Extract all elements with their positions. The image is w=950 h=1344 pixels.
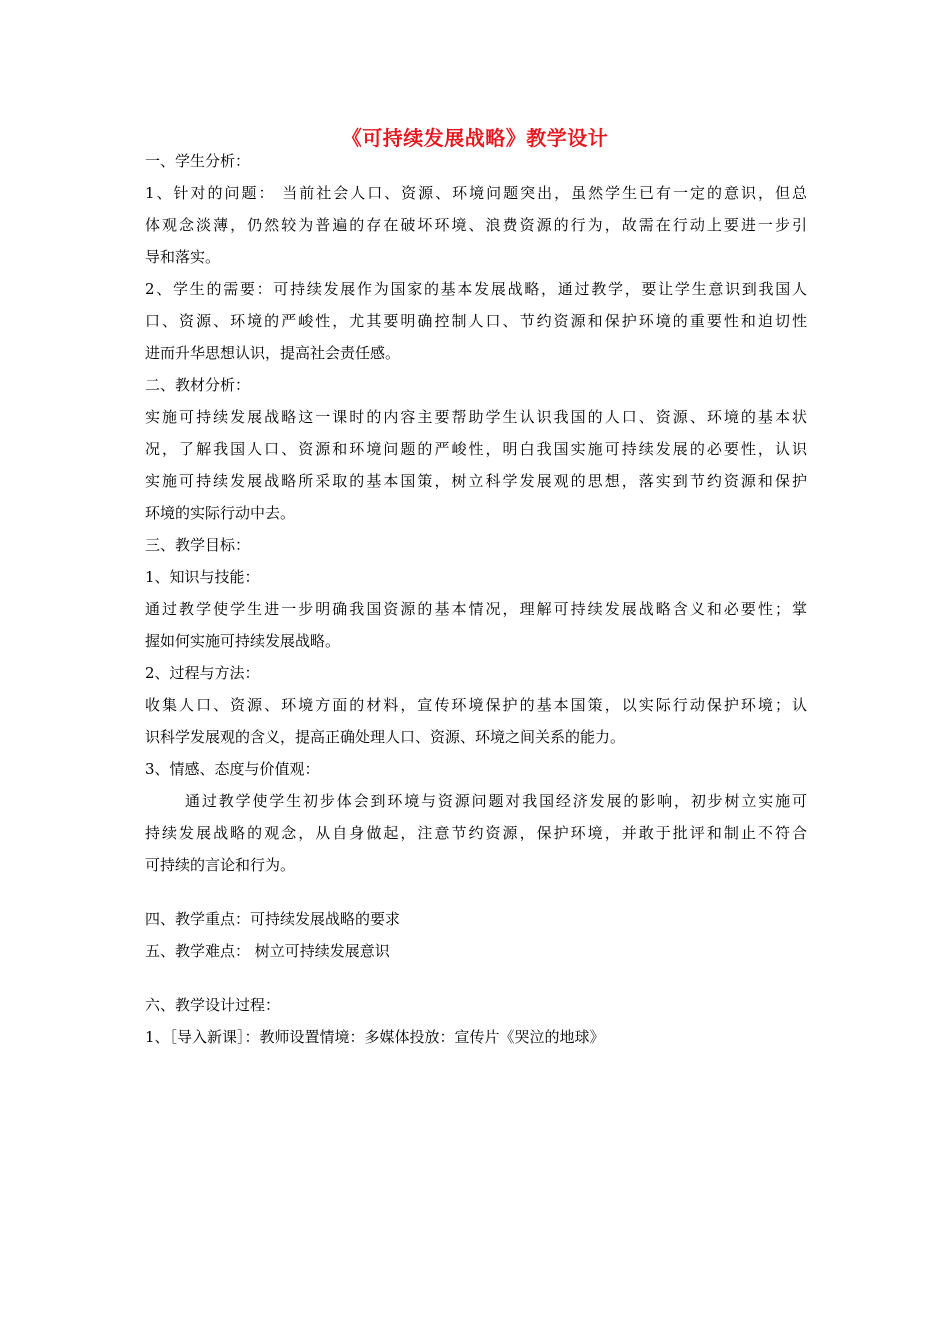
section-heading-difficult-points: 五、教学难点： 树立可持续发展意识 xyxy=(145,942,390,960)
document-body xyxy=(145,148,807,1051)
paragraph-line: 可持续的言论和行为。 xyxy=(145,856,296,874)
paragraph-line: 况，了解我国人口、资源和环境问题的严峻性，明白我国实施可持续发展的必要性，认识 xyxy=(145,440,807,458)
paragraph-line: 进而升华思想认识，提高社会责任感。 xyxy=(145,344,401,362)
paragraph-line: 导和落实。 xyxy=(145,248,221,266)
paragraph-line: 1、［导入新课］：教师设置情境：多媒体投放：宣传片《哭泣的地球》 xyxy=(145,1028,605,1046)
section-heading-textbook-analysis: 二、教材分析： xyxy=(145,376,251,394)
paragraph-line: 通过教学使学生初步体会到环境与资源问题对我国经济发展的影响，初步树立实施可 xyxy=(185,792,807,810)
paragraph-line: 口、资源、环境的严峻性，尤其要明确控制人口、节约资源和保护环境的重要性和迫切性 xyxy=(145,312,807,330)
paragraph-line: 实施可持续发展战略所采取的基本国策，树立科学发展观的思想，落实到节约资源和保护 xyxy=(145,472,807,490)
subheading-knowledge-skills: 1、知识与技能： xyxy=(145,568,260,586)
section-heading-student-analysis: 一、学生分析： xyxy=(145,152,251,170)
paragraph-line: 识科学发展观的含义，提高正确处理人口、资源、环境之间关系的能力。 xyxy=(145,728,626,746)
paragraph-line: 1、针对的问题： 当前社会人口、资源、环境问题突出，虽然学生已有一定的意识，但总 xyxy=(145,184,807,202)
paragraph-line: 体观念淡薄，仍然较为普遍的存在破坏环境、浪费资源的行为，故需在行动上要进一步引 xyxy=(145,216,807,234)
section-heading-key-points: 四、教学重点：可持续发展战略的要求 xyxy=(145,910,401,928)
subheading-emotion-values: 3、情感、态度与价值观： xyxy=(145,760,320,778)
paragraph-line: 2、学生的需要：可持续发展作为国家的基本发展战略，通过教学，要让学生意识到我国人 xyxy=(145,280,807,298)
section-heading-design-process: 六、教学设计过程： xyxy=(145,996,281,1014)
section-heading-teaching-goals: 三、教学目标： xyxy=(145,536,251,554)
paragraph-line: 收集人口、资源、环境方面的材料，宣传环境保护的基本国策，以实际行动保护环境；认 xyxy=(145,696,807,714)
paragraph-line: 通过教学使学生进一步明确我国资源的基本情况，理解可持续发展战略含义和必要性；掌 xyxy=(145,600,807,618)
subheading-process-methods: 2、过程与方法： xyxy=(145,664,260,682)
document-title: 《可持续发展战略》教学设计 xyxy=(341,126,609,150)
paragraph-line: 环境的实际行动中去。 xyxy=(145,504,296,522)
paragraph-line: 持续发展战略的观念，从自身做起，注意节约资源，保护环境，并敢于批评和制止不符合 xyxy=(145,824,807,842)
paragraph-line: 实施可持续发展战略这一课时的内容主要帮助学生认识我国的人口、资源、环境的基本状 xyxy=(145,408,807,426)
paragraph-line: 握如何实施可持续发展战略。 xyxy=(145,632,341,650)
